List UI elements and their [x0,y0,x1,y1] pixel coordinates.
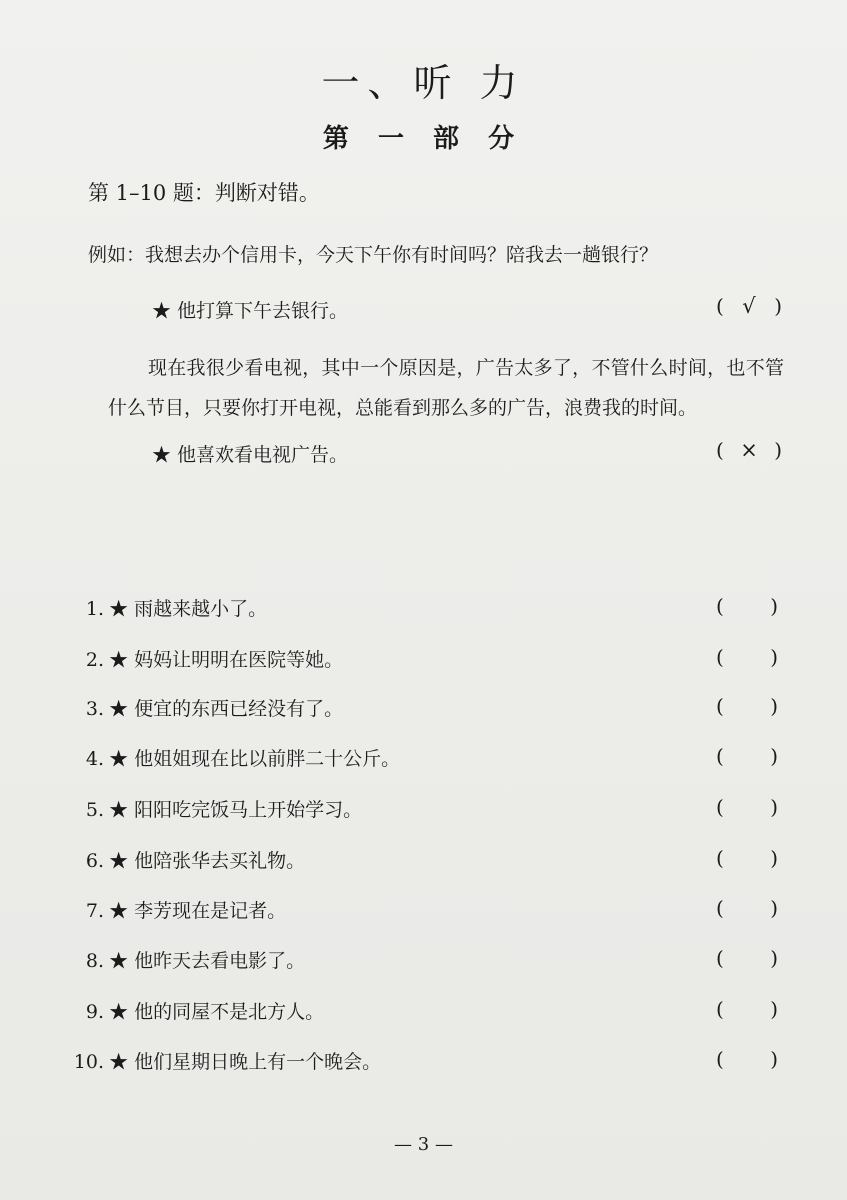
check-mark: √ [742,294,756,318]
question-row-5 [60,795,362,822]
question-text: ★ 他姐姐现在比以前胖二十公斤。 [109,748,401,770]
paren-close: ) [770,744,778,768]
paren-close: ) [770,946,778,970]
answer-blank-10[interactable] [716,1047,778,1073]
answer-blank-6[interactable] [716,846,778,872]
instruction: 第 1–10 题：判断对错。 [88,181,320,205]
paren-open: ( [716,438,724,462]
example-answer-1 [716,294,782,320]
question-text: ★ 阳阳吃完饭马上开始学习。 [109,799,363,821]
answer-blank-9[interactable] [716,997,778,1023]
question-text: ★ 他陪张华去买礼物。 [109,850,306,872]
question-row-3 [60,694,343,721]
part-title: 第 一 部 分 [322,124,525,154]
answer-blank-3[interactable] [716,694,778,720]
question-text: ★ 他的同屋不是北方人。 [109,1001,325,1023]
answer-blank-2[interactable] [716,645,778,671]
question-number: 10. [73,1051,104,1073]
question-number: 1. [85,598,104,620]
cross-mark: × [740,438,758,462]
question-row-8 [60,946,305,973]
question-row-4 [60,744,400,771]
paren-open: ( [716,294,724,318]
paren-close: ) [770,694,778,718]
paren-open: ( [716,896,724,920]
question-text: ★ 李芳现在是记者。 [109,900,287,922]
example-statement-1: ★ 他打算下午去银行。 [152,300,349,322]
paren-close: ) [770,594,778,618]
paren-open: ( [716,846,724,870]
paren-close: ) [774,294,782,318]
example-statement-2: ★ 他喜欢看电视广告。 [152,444,349,466]
paren-open: ( [716,1047,724,1071]
question-text: ★ 他昨天去看电影了。 [109,950,306,972]
paren-close: ) [770,997,778,1021]
question-number: 7. [85,900,104,922]
paren-close: ) [770,1047,778,1071]
example-intro: 例如：我想去办个信用卡，今天下午你有时间吗？陪我去一趟银行？ [88,244,659,266]
page-number: — 3 — [394,1134,453,1155]
question-row-9 [60,997,324,1024]
paren-close: ) [770,645,778,669]
paren-close: ) [770,846,778,870]
paren-open: ( [716,795,724,819]
answer-blank-5[interactable] [716,795,778,821]
question-text: ★ 妈妈让明明在医院等她。 [109,649,344,671]
question-text: ★ 他们星期日晚上有一个晚会。 [109,1051,382,1073]
example-passage: 现在我很少看电视，其中一个原因是，广告太多了，不管什么时间，也不管什么节目，只要你打开电视，总能看到那么多的广告，浪费我的时间。 [108,357,784,419]
question-number: 4. [85,748,104,770]
paren-open: ( [716,694,724,718]
question-number: 5. [85,799,104,821]
question-number: 9. [85,1001,104,1023]
answer-blank-7[interactable] [716,896,778,922]
example-answer-2 [716,438,782,464]
question-row-7 [60,896,286,923]
question-text: ★ 雨越来越小了。 [109,598,268,620]
paren-open: ( [716,997,724,1021]
question-number: 3. [85,698,104,720]
answer-blank-1[interactable] [716,594,778,620]
paren-close: ) [770,795,778,819]
paren-open: ( [716,645,724,669]
answer-blank-8[interactable] [716,946,778,972]
paren-open: ( [716,946,724,970]
question-row-1 [60,594,267,621]
section-title: 一、听 力 [321,61,526,105]
question-row-10 [60,1047,381,1074]
question-text: ★ 便宜的东西已经没有了。 [109,698,344,720]
question-number: 2. [85,649,104,671]
paren-open: ( [716,594,724,618]
paren-close: ) [770,896,778,920]
question-number: 8. [85,950,104,972]
answer-blank-4[interactable] [716,744,778,770]
question-number: 6. [85,850,104,872]
paren-close: ) [774,438,782,462]
question-row-2 [60,645,343,672]
question-row-6 [60,846,305,873]
paren-open: ( [716,744,724,768]
